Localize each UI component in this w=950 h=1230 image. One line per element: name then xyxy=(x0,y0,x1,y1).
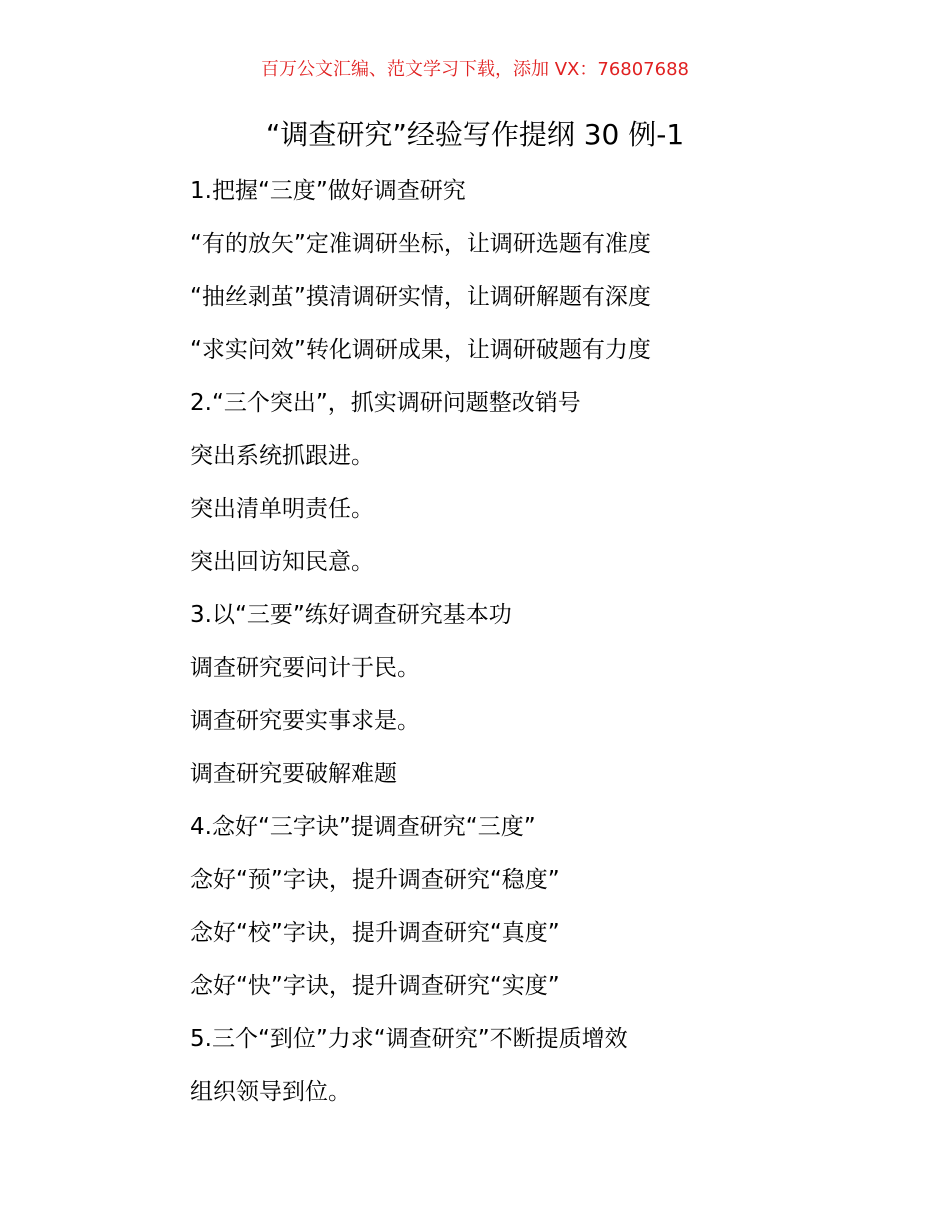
outline-line: 念好“快”字诀，提升调查研究“实度” xyxy=(190,973,560,999)
heading-3: 3.以“三要”练好调查研究基本功 xyxy=(190,602,512,628)
outline-line: “求实问效”转化调研成果，让调研破题有力度 xyxy=(190,337,651,363)
outline-line: 调查研究要实事求是。 xyxy=(190,708,420,734)
outline-line: 组织领导到位。 xyxy=(190,1079,351,1105)
outline-line: “有的放矢”定准调研坐标，让调研选题有准度 xyxy=(190,231,651,257)
outline-line: 突出回访知民意。 xyxy=(190,549,374,575)
outline-line: 突出清单明责任。 xyxy=(190,496,374,522)
outline-line: 调查研究要破解难题 xyxy=(190,761,397,787)
outline-line: 调查研究要问计于民。 xyxy=(190,655,420,681)
page-title: “调查研究”经验写作提纲 30 例-1 xyxy=(265,118,685,151)
heading-4: 4.念好“三字诀”提调查研究“三度” xyxy=(190,814,536,840)
heading-2: 2.“三个突出”，抓实调研问题整改销号 xyxy=(190,390,581,416)
heading-5: 5.三个“到位”力求“调查研究”不断提质增效 xyxy=(190,1026,628,1052)
download-banner: 百万公文汇编、范文学习下载，添加 VX：76807688 xyxy=(261,59,689,80)
outline-line: “抽丝剥茧”摸清调研实情，让调研解题有深度 xyxy=(190,284,651,310)
outline-line: 念好“校”字诀，提升调查研究“真度” xyxy=(190,920,560,946)
outline-line: 突出系统抓跟进。 xyxy=(190,443,374,469)
heading-1: 1.把握“三度”做好调查研究 xyxy=(190,178,466,204)
outline-body xyxy=(190,170,890,1124)
outline-line: 念好“预”字诀，提升调查研究“稳度” xyxy=(190,867,560,893)
